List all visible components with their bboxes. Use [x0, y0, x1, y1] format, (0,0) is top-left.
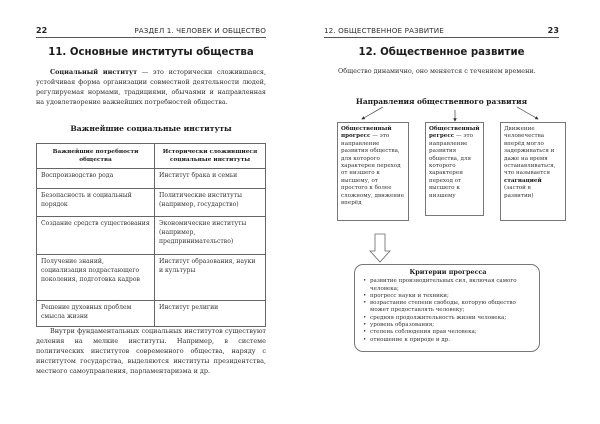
chapter-title: 11. Основные институты общества — [48, 47, 254, 58]
column-header: Исторически сложившиеся социальные институты — [155, 144, 266, 169]
table-title: Важнейшие социальные институты — [70, 124, 232, 133]
arrow-to-progress-icon — [362, 107, 383, 119]
progress-box — [337, 122, 409, 221]
stagnation-term: стагнацией — [504, 177, 542, 184]
table-cell: Получение знаний, социализация подрастающего поколения, подготовка кадров — [37, 255, 155, 301]
regress-box — [425, 122, 484, 216]
chapter-title: 12. Общественное развитие — [358, 47, 525, 58]
running-head-title: 12. ОБЩЕСТВЕННОЕ РАЗВИТИЕ — [324, 26, 444, 35]
criteria-list — [363, 278, 533, 344]
criteria-box — [354, 264, 540, 352]
table-cell: Безопасность и социальный порядок — [37, 189, 155, 217]
list-item: • средняя продолжительность жизни человека; — [363, 315, 533, 322]
table-cell: Решение духовных проблем смысла жизни — [37, 301, 155, 327]
list-item: • отношение к природе и др. — [363, 337, 533, 344]
arrow-to-stagnation-icon — [517, 107, 538, 119]
table-cell: Воспроизводство рода — [37, 169, 155, 189]
diagram-title: Направления общественного развития — [355, 97, 528, 106]
closing-paragraph: Внутри фундаментальных социальных институтов существуют деления на мелкие институты. Например, в системе политических институтов современного общества, наряду с институтом государства, выделяются институты президентства, местного самоуправления, парламентаризма и др. — [36, 327, 266, 376]
list-item: • уровень образования; — [363, 322, 533, 329]
regress-term: Общественный регресс — [429, 126, 480, 140]
page-number: 23 — [547, 26, 559, 35]
table-cell: Институт брака и семьи — [155, 169, 266, 189]
progress-term: Общественный прогресс — [341, 126, 392, 140]
stagnation-box — [500, 122, 566, 221]
definition-term: Социальный институт — [50, 68, 138, 76]
stagnation-post: (застой в развитии) — [504, 185, 534, 199]
column-header: Важнейшие потребности общества — [37, 144, 155, 169]
list-item: • степень соблюдения прав человека; — [363, 329, 533, 336]
list-item: • возрастание степени свободы, которую общество может предоставлять человеку; — [363, 300, 533, 315]
page-number: 22 — [36, 26, 48, 35]
list-item: • прогресс науки и техники; — [363, 293, 533, 300]
list-item: • развитие производительных сил, включая самого человека; — [363, 278, 533, 293]
intro-paragraph: Общество динамично, оно меняется с течением времени. — [338, 67, 536, 75]
regress-text: — это направление развития общества, для которого характерен переход от высшего к низшему — [429, 133, 473, 199]
definition-text: — это исторически сложившаяся, устойчивая форма организации совместной деятельности людей, регулируемая нормами, традициями, обычаями и направленная на удовлетворение важнейших потребностей общества. — [36, 68, 266, 107]
stagnation-pre: Движение человечества вперёд могло задерживаться и даже на время останавливаться, что называется — [504, 126, 556, 177]
hollow-down-arrow-icon — [370, 234, 390, 262]
table-cell: Экономические институты (например, предпринимательство) — [155, 217, 266, 255]
progress-text: — это направление развития общества, для которого характерен переход от низшего к высшему, от простого к более сложному, движение вперёд — [341, 133, 405, 207]
table-cell: Институт образования, науки и культуры — [155, 255, 266, 301]
table-cell: Институт религии — [155, 301, 266, 327]
table-cell: Создание средств существования — [37, 217, 155, 255]
table-cell: Политические институты (например, государство) — [155, 189, 266, 217]
criteria-title: Критерии прогресса — [409, 268, 487, 276]
running-head-title: РАЗДЕЛ 1. ЧЕЛОВЕК И ОБЩЕСТВО — [134, 26, 266, 35]
